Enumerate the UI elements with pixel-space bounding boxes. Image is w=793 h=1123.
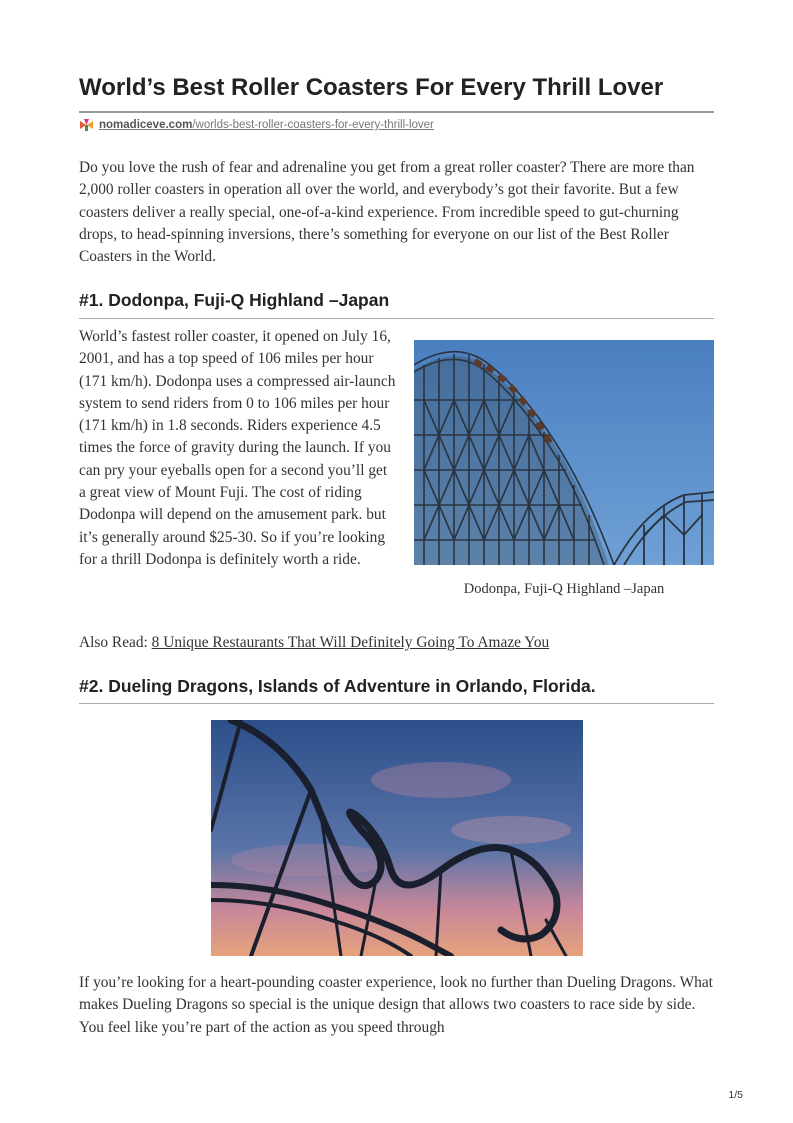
source-line <box>79 119 434 131</box>
source-link[interactable]: nomadiceve.com/worlds-best-roller-coasters-for-every-thrill-lover <box>99 119 434 131</box>
page-number: 1/5 <box>728 1089 743 1101</box>
article-title: World’s Best Roller Coasters For Every Thrill Lover <box>79 74 664 101</box>
section-1-heading: #1. Dodonpa, Fuji-Q Highland –Japan <box>79 290 390 310</box>
also-read-line <box>79 634 549 652</box>
dueling-dragons-photo <box>211 720 583 956</box>
section-2-divider <box>79 703 714 704</box>
section-2-body: If you’re looking for a heart-pounding coaster experience, look no further than Dueling Dragons. What makes Dueling Dragons so special is the unique design that allows two coasters to race side by side. You feel like you’re part of the action as you speed through <box>79 974 713 1036</box>
site-logo-icon <box>79 119 94 131</box>
also-read-link[interactable]: 8 Unique Restaurants That Will Definitely Going To Amaze You <box>151 634 550 651</box>
section-1-body: World’s fastest roller coaster, it opened on July 16, 2001, and has a top speed of 106 miles per hour (171 km/h). Dodonpa uses a compressed air-launch system to send riders from 0 to 106 miles per hour (171 km/h) in 1.8 seconds. Riders experience 4.5 times the force of gravity during the launch. If you can pry your eyeballs open for a second you’ll get a great view of Mount Fuji. The cost of riding Dodonpa will depend on the amusement park. but it’s generally around $25-30. So if you’re looking for a thrill Dodonpa is definitely worth a ride. <box>79 328 396 568</box>
also-read-label: Also Read: <box>79 634 152 651</box>
intro-paragraph: Do you love the rush of fear and adrenaline you get from a great roller coaster? There are more than 2,000 roller coasters in operation all over the world, and everybody’s got their favorite. But a few coasters deliver a really special, one-of-a-kind experience. From incredible speed to gut-churning drops, to head-spinning inversions, there’s something for everyone on our list of the Best Roller Coasters in the World. <box>79 159 695 266</box>
dodonpa-photo-caption: Dodonpa, Fuji-Q Highland –Japan <box>463 581 665 597</box>
title-divider <box>79 111 714 113</box>
section-1-divider <box>79 318 714 319</box>
dodonpa-photo <box>414 340 714 565</box>
section-2-heading: #2. Dueling Dragons, Islands of Adventure in Orlando, Florida. <box>79 676 596 696</box>
